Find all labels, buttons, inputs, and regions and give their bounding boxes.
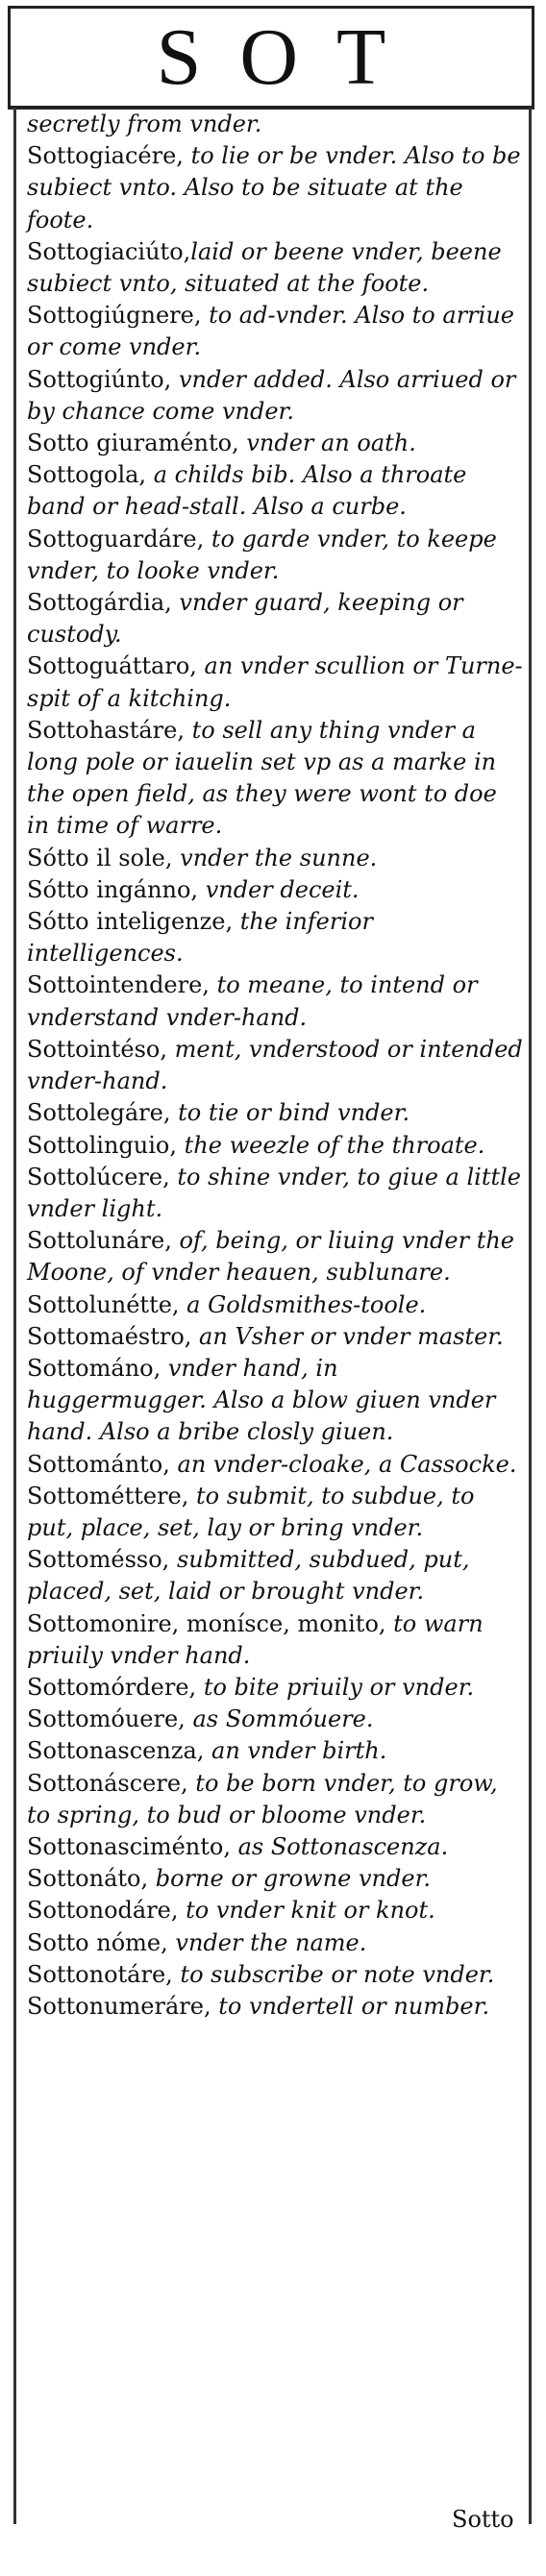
entry-definition: to ad-vnder. Also to arriue or come vnder. — [27, 302, 514, 361]
entry-headword: Sottomóuere, — [27, 1705, 186, 1733]
dictionary-entry — [27, 524, 525, 587]
dictionary-entry — [27, 1735, 525, 1767]
entry-headword: Sottonumeráre, — [27, 1992, 211, 2020]
dictionary-entry — [27, 587, 525, 650]
entry-headword: Sottonodáre, — [27, 1897, 179, 1925]
dictionary-entry — [27, 715, 525, 843]
entry-headword: Sottométtere, — [27, 1482, 189, 1509]
entry-headword: Sottointendere, — [27, 971, 210, 999]
entry-headword: Sottoguardáre, — [27, 525, 205, 552]
entry-definition: to shine vnder, to giue a little vnder light. — [27, 1163, 521, 1222]
entry-definition: an Vsher or vnder master. — [191, 1322, 504, 1350]
entry-headword: Sotto nóme, — [27, 1928, 168, 1956]
dictionary-entry — [27, 1927, 525, 1959]
entry-definition: an vnder birth. — [204, 1737, 387, 1765]
dictionary-entry — [27, 1704, 525, 1735]
entry-headword: Sottonasciménto, — [27, 1832, 231, 1860]
dictionary-entry — [27, 1895, 525, 1926]
entry-headword: Sottolegáre, — [27, 1099, 171, 1127]
left-column-rule — [13, 108, 16, 2524]
dictionary-entry — [27, 1608, 525, 1672]
dictionary-entry — [27, 1289, 525, 1321]
dictionary-entry — [27, 1991, 525, 2023]
entry-headword: Sottointéso, — [27, 1035, 168, 1063]
entry-definition: to be born vnder, to grow, to spring, to bud or bloome vnder. — [27, 1769, 498, 1828]
dictionary-entry — [27, 843, 525, 874]
dictionary-entry — [27, 428, 525, 459]
entry-headword: Sottogiúgnere, — [27, 302, 202, 330]
dictionary-entry — [27, 1863, 525, 1895]
dictionary-entry — [27, 1034, 525, 1097]
entry-definition: of, being, or liuing vnder the Moone, of vnder heauen, sublunare. — [27, 1227, 514, 1287]
entry-headword: Sottonascenza, — [27, 1737, 205, 1765]
entry-definition: vnder the sunne. — [172, 844, 378, 871]
right-column-rule — [529, 108, 532, 2524]
entry-definition: secretly from vnder. — [27, 110, 262, 137]
entry-definition: an vnder-cloake, a Cassocke. — [169, 1450, 517, 1478]
entry-headword: Sottonáscere, — [27, 1769, 188, 1797]
dictionary-entry — [27, 1831, 525, 1863]
entry-headword: Sotto giuraménto, — [27, 429, 239, 457]
entry-definition: to garde vnder, to keepe vnder, to looke vnder. — [27, 525, 497, 584]
entry-definition: submitted, subdued, put, placed, set, laid or brought vnder. — [27, 1546, 470, 1606]
entry-definition: to lie or be vnder. Also to be subiect vnto. Also to be situate at the foote. — [27, 142, 521, 233]
entry-headword: Sottománto, — [27, 1450, 170, 1478]
dictionary-entry — [27, 1097, 525, 1129]
entry-definition: to warn priuily vnder hand. — [27, 1609, 484, 1669]
entry-definition: as Sottonascenza. — [230, 1832, 449, 1860]
dictionary-entry — [27, 1162, 525, 1225]
entry-headword: Sottomonire, monísce, monito, — [27, 1609, 386, 1637]
dictionary-entry — [27, 1768, 525, 1831]
entry-definition: vnder guard, keeping or custody. — [27, 589, 463, 649]
dictionary-entry — [27, 874, 525, 906]
page-header — [8, 6, 534, 110]
dictionary-entry — [27, 1959, 525, 1991]
dictionary-entry — [27, 1321, 525, 1353]
dictionary-entry — [27, 1481, 525, 1544]
entry-headword: Sottománo, — [27, 1354, 161, 1382]
dictionary-entry — [27, 1353, 525, 1449]
entry-definition: vnder an oath. — [238, 429, 416, 457]
entry-definition: to subscribe or note vnder. — [172, 1960, 495, 1988]
entry-headword: Sottomaéstro, — [27, 1322, 192, 1350]
entry-headword: Sottolunáre, — [27, 1227, 172, 1255]
dictionary-entry — [27, 109, 525, 140]
entry-definition: as Sommóuere. — [185, 1705, 374, 1733]
entry-definition: vnder deceit. — [198, 875, 360, 903]
entry-definition: ment, vnderstood or intended vnder-hand. — [27, 1035, 523, 1095]
entry-headword: Sottoguáttaro, — [27, 652, 197, 680]
entry-headword: Sottogiaciúto, — [27, 237, 191, 265]
entries-column — [27, 109, 525, 2023]
entry-headword: Sótto inteligenze, — [27, 908, 234, 936]
entry-headword: Sottoméssо, — [27, 1546, 170, 1574]
entry-headword: Sottolinguio, — [27, 1131, 178, 1159]
entry-definition: a childs bib. Also a throate band or head-stall. Also a curbe. — [27, 461, 467, 521]
entry-headword: Sottonotáre, — [27, 1960, 173, 1988]
page-title: SOT — [156, 12, 425, 102]
entry-headword: Sottolúcere, — [27, 1163, 170, 1190]
entry-definition: the inferior intelligences. — [27, 908, 373, 968]
dictionary-entry — [27, 1449, 525, 1481]
entry-definition: to submit, to subdue, to put, place, set, lay or bring vnder. — [27, 1482, 475, 1541]
dictionary-entry — [27, 1225, 525, 1288]
entry-definition: vnder added. Also arriued or by chance come vnder. — [27, 365, 516, 425]
entry-definition: vnder the name. — [167, 1928, 367, 1956]
entry-headword: Sottogiúnto, — [27, 365, 172, 393]
entry-definition: to vnder knit or knot. — [178, 1897, 435, 1925]
entry-definition: to sell any thing vnder a long pole or iauelin set vp as a marke in the open field, as they were wont to doe in time of warre. — [27, 716, 497, 840]
catchword: Sotto — [452, 2506, 514, 2533]
dictionary-entry — [27, 969, 525, 1033]
dictionary-entry — [27, 1130, 525, 1162]
entry-definition: laid or beene vnder, beene subiect vnto, situated at the foote. — [27, 237, 502, 298]
dictionary-entry — [27, 906, 525, 969]
dictionary-entry — [27, 236, 525, 300]
entry-definition: an vnder scullion or Turne-spit of a kitching. — [27, 652, 523, 712]
entry-definition: a Goldsmithes-toole. — [179, 1290, 427, 1318]
dictionary-entry — [27, 650, 525, 714]
entry-definition: borne or growne vnder. — [148, 1865, 432, 1893]
entry-definition: vnder hand, in huggermugger. Also a blow giuen vnder hand. Also a bribe closly giuen. — [27, 1354, 496, 1446]
dictionary-entry — [27, 140, 525, 236]
entry-definition: to bite priuily or vnder. — [196, 1673, 475, 1701]
entry-headword: Sótto ingánno, — [27, 875, 199, 903]
dictionary-entry — [27, 1544, 525, 1607]
entry-headword: Sottolunétte, — [27, 1290, 180, 1318]
entry-headword: Sottonáto, — [27, 1865, 149, 1893]
dictionary-entry — [27, 459, 525, 523]
dictionary-entry — [27, 300, 525, 363]
entry-definition: to vndertell or number. — [211, 1992, 490, 2020]
entry-definition: to meane, to intend or vnderstand vnder-hand. — [27, 971, 478, 1031]
entry-headword: Sottogola, — [27, 461, 147, 489]
entry-definition: to tie or bind vnder. — [170, 1099, 410, 1127]
entry-headword: Sottomórdere, — [27, 1673, 197, 1701]
dictionary-entry — [27, 1672, 525, 1704]
dictionary-entry — [27, 364, 525, 428]
entry-headword: Sottohastáre, — [27, 716, 185, 744]
entry-definition: the weezle of the throate. — [177, 1131, 485, 1159]
entry-headword: Sótto il sole, — [27, 844, 173, 871]
entry-headword: Sottogárdia, — [27, 589, 172, 617]
entry-headword: Sottogiacére, — [27, 142, 184, 170]
